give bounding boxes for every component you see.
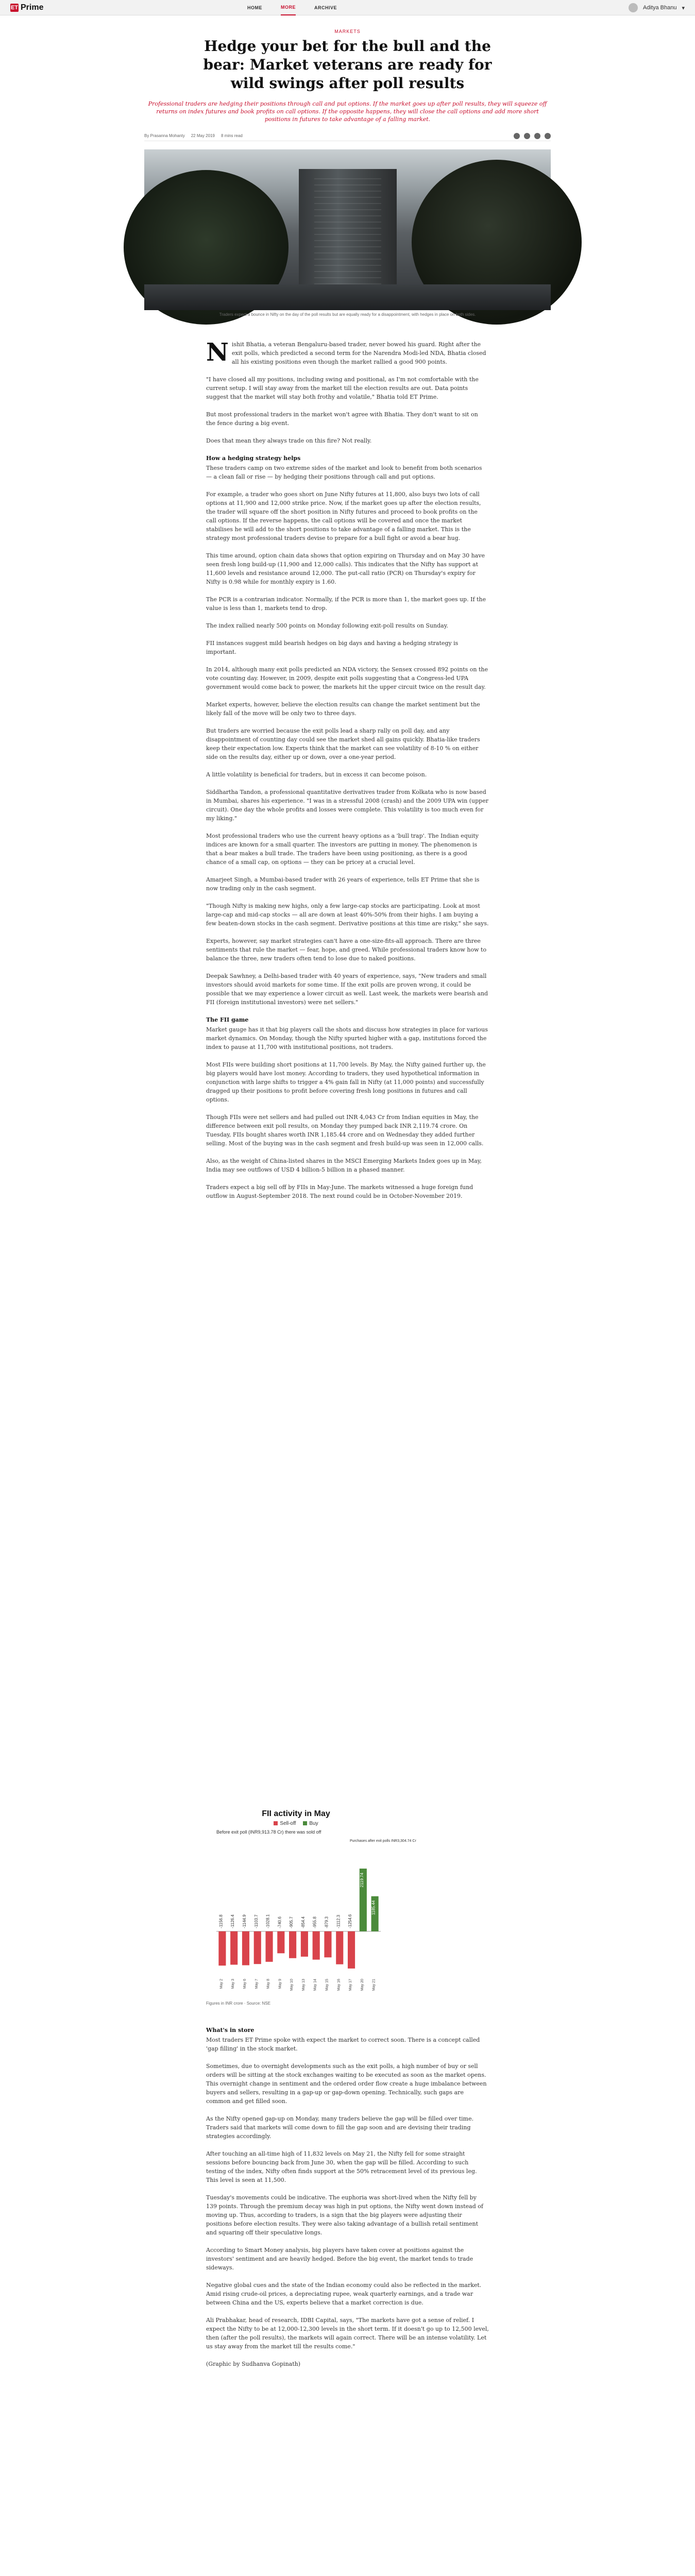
paragraph [206,972,489,1007]
paragraph [206,2281,489,2307]
chart-value-label: 1185.44 [371,1900,376,1915]
paragraph [206,2062,489,2106]
paragraph-text: As the Nifty opened gap-up on Monday, many traders believe the gap will be filled over time. Traders said that markets will come down to fill the gap soon and are devising their trading strategies accordingly. [206,2115,474,2140]
author[interactable]: By Prasanna Mohanty [144,133,185,138]
paragraph-text: Market experts, however, believe the election results can change the market sentiment but the likely fall of the move will be only two to three days. [206,701,480,717]
chart-title: FII activity in May [262,1809,330,1818]
chart-bar [324,1931,331,1958]
paragraph [206,340,489,366]
chart-tick-label: May 13 [301,1979,306,1991]
paragraph-text: But traders are worried because the exit polls lead a sharp rally on poll day, and any disappointment of counting day could see the market shed all gains quickly. Bhatia-like traders keep their expectation low. Experts think that the market can see volatility of 8-10 % on either side on the results day, either up or down, over a one-year period. [206,727,480,760]
paragraph [206,436,489,445]
paragraph [206,2360,489,2368]
user-name[interactable]: Aditya Bhanu [643,5,677,11]
chart-tick-label: May 10 [290,1979,294,1991]
bookmark-icon[interactable] [545,133,551,139]
chart-tick-label: May 20 [360,1979,364,1991]
paragraph [206,726,489,761]
chart-tick-label: May 2 [219,1979,224,1989]
paragraph [206,1183,489,1200]
paragraph-text: Ali Prabhakar, head of research, IDBI Capital, says, "The markets have got a sense of relief. I expect the Nifty to be at 12,000-12,300 levels in the short term. If it doesn't go up to 12,500 level, then (after the poll results), the markets will again correct. There will be an intense volatility. Let us stay away from the market till the results come." [206,2317,489,2350]
paragraph [206,2316,489,2351]
chart-value-label: -1112.3 [336,1914,341,1928]
logo-mark: ET [10,5,19,11]
hero-caption: Traders expect a bounce in Nifty on the day of the poll results but are equally ready for a disappointment, with hedges in place on both sides. [219,312,476,317]
chart-value-label: -1028.1 [265,1914,270,1928]
paragraph [206,2036,489,2053]
paragraph [206,2114,489,2141]
chart-bar [277,1931,284,1954]
paragraph-text: Tuesday's movements could be indicative. The euphoria was short-lived when the Nifty fell by 139 points. Through the premium decay was high in put options, the Nifty went down instead of moving up. Thus, according to traders, is a sign that the big players were adjusting their positions before election results. They were also taking advantage of a bullish retail sentiment and squaring off their speculative longs. [206,2194,483,2236]
street-shape [144,284,551,310]
et-prime-logo[interactable] [10,3,43,12]
paragraph-text: (Graphic by Sudhanva Gopinath) [206,2361,301,2367]
article-body-bottom [206,2026,489,2377]
article-body-top [206,340,489,1209]
paragraph [206,832,489,867]
chart-tick-label: May 15 [325,1979,329,1991]
paragraph [206,639,489,656]
paragraph-text: This time around, option chain data shows that option expiring on Thursday and on May 30 have seen fresh long build-up (11,900 and 12,000 calls). This indicates that the Nifty has support at 11,600 levels and resistance around 12,000. The put-call ratio (PCR) on Thursday's expiry for Nifty is 0.98 while for monthly expiry is 1.60. [206,552,485,585]
chart-bar [230,1931,238,1965]
paragraph-text: For example, a trader who goes short on June Nifty futures at 11,800, also buys two lots of call options at 11,900 and 12,000 strike price. Now, if the market goes up after the election results, the trader will square off the short position in Nifty futures and proceed to book profits on the call options. If the reverse happens, the call options will be covered and once the market stabilises he will add to the short positions to take advantage of a falling market. This is the strategy most professional traders devise to prepare for a bull fight or avoid a bear hug. [206,491,481,541]
chart-legend [206,1821,386,1826]
chart-bar [336,1931,343,1964]
chart-bar [265,1931,273,1962]
paragraph-text: Also, as the weight of China-listed shares in the MSCI Emerging Markets Index goes up in May, India may see outflows of USD 4 billion-5 billion in a phased manner. [206,1158,482,1173]
paragraph-text: Most FIIs were building short positions at 11,700 levels. By May, the Nifty gained further up, the big players would have lost money. According to traders, they used hypothetical information in conjunction with large shifts to trigger a 4% gain fall in Nifty (at 11,000 points) and successfully dragged up their positions to profit before covering fresh long positions in futures and call options. [206,1061,486,1103]
paragraph-text: These traders camp on two extreme sides of the market and look to benefit from both scenarios — a clean fall or rise — by hedging their positions through call and put options. [206,465,482,480]
article-summary: Professional traders are hedging their positions through call and put options. If the market goes up after poll results, they will squeeze off returns on index futures and book profits on call options. If the opposite happens, they will close the call options and add more short positions in futures to take advantage of a falling market. [148,100,547,123]
chart-bar [301,1931,308,1957]
paragraph-text: Sometimes, due to overnight developments such as the exit polls, a high number of buy or sell orders will be sitting at the stock exchanges waiting to be executed as soon as the market opens. This overnight change in sentiment and the ordered order flow create a huge imbalance between buyers and sellers, resulting in a gap-up or gap-down opening. Technically, such gaps are common and get filled soon. [206,2063,487,2105]
paragraph-text: "I have closed all my positions, including swing and positional, as I'm not comfortable with the current setup. I will stay away from the market till the election results are out. Data points suggest that the market will stay both frothy and volatile," Bhatia told ET Prime. [206,376,479,400]
paragraph-text: Experts, however, say market strategies can't have a one-size-fits-all approach. There are three sentiments that rule the market — fear, hope, and greed. While professional traders know how to balance the three, new traders often tend to lose due to naked positions. [206,938,487,962]
nav-more[interactable]: MORE [281,0,296,15]
read-time: 8 mins read [221,133,243,138]
article-meta [144,131,551,141]
main-nav [247,0,337,15]
chart-value-label: 2119.74 [359,1872,364,1888]
legend-buy: Buy [303,1821,318,1826]
paragraph-text: ishit Bhatia, a veteran Bengaluru-based trader, never bowed his guard. Right after the exit polls, which predicted a second term for the Narendra Modi-led NDA, Bhatia closed all his existing positions even though the market rallied a good 900 points. [231,341,486,365]
paragraph-text: According to Smart Money analysis, big players have taken cover at positions against the investors' sentiment and are heavily hedged. Before the big event, the market tends to trade sideways. [206,2247,473,2271]
nav-archive[interactable]: ARCHIVE [314,5,337,10]
chart-annotation: Purchases after exit polls INR3,304.74 Cr [350,1839,416,1843]
chart-bar [218,1931,226,1965]
paragraph [206,2149,489,2184]
paragraph [206,2246,489,2272]
twitter-icon[interactable] [524,133,530,139]
article-kicker[interactable]: MARKETS [334,29,361,34]
paragraph [206,788,489,823]
chart-value-label: -1144.9 [242,1914,247,1928]
paragraph-text: "Though Nifty is making new highs, only a few large-cap stocks are participating. Look at most large-cap and mid-cap stocks — all are down at least 40%-50% from their highs. I am buying a few beaten-down stocks in the cash segment. Derivative positions at this time are risky," she says. [206,903,489,927]
chart-tick-label: May 16 [337,1979,341,1991]
user-area[interactable] [629,3,685,12]
chart-plot [206,1826,416,1996]
article-title: Hedge your bet for the bull and the bear: Market veterans are ready for wild swings after poll results [203,38,492,92]
chart-value-label: -1254.6 [348,1914,353,1928]
chart-value-label: -905.7 [289,1917,294,1928]
fii-chart [206,1808,416,2007]
chart-tick-label: May 8 [266,1979,270,1989]
chart-value-label: -1103.7 [253,1914,259,1928]
paragraph [206,490,489,543]
paragraph-text: Traders expect a big sell off by FIIs in May-June. The markets witnessed a huge foreign fund outflow in August-September 2018. The next round could be in October-November 2019. [206,1184,473,1199]
section-heading: The FII game [206,1016,249,1023]
chart-value-label: -1156.8 [218,1914,224,1928]
paragraph [206,2193,489,2237]
paragraph-text: The index rallied nearly 500 points on Monday following exit-poll results on Sunday. [206,622,448,629]
paragraph-text: Amarjeet Singh, a Mumbai-based trader with 26 years of experience, tells ET Prime that she is now trading only in the cash segment. [206,876,480,892]
chart-tick-label: May 7 [255,1979,259,1989]
paragraph [206,621,489,630]
paragraph [206,937,489,963]
paragraph [206,1113,489,1148]
logo-text: Prime [21,3,44,12]
paragraph [206,410,489,428]
paragraph [206,1060,489,1104]
paragraph-text: Deepak Sawhney, a Delhi-based trader with 40 years of experience, says, "New traders and small investors should avoid markets for some time. If the exit polls are proven wrong, it could be possible that we may experience a lower circuit as well. Last week, the markets were bearish and FII (foreign institutional investors) were net sellers." [206,973,488,1006]
avatar[interactable] [629,3,638,12]
drop-cap: N [206,338,229,367]
paragraph [206,902,489,928]
share-buttons [514,133,551,139]
legend-sell: Sell-off [274,1821,296,1826]
paragraph-text: Market gauge has it that big players call the shots and discuss how strategies in place for various market dynamics. On Monday, though the Nifty spurted higher with a gap, institutions forced the index to pause at 11,700 with institutional positions, not traders. [206,1026,488,1050]
paragraph [206,665,489,691]
chart-subtitle: Before exit poll (INR9,913.78 Cr) there was sold off [216,1829,321,1835]
section-heading: How a hedging strategy helps [206,455,301,462]
hero-image [144,149,551,310]
paragraph-text: The PCR is a contrarian indicator. Normally, if the PCR is more than 1, the market goes up. If the value is less than 1, markets tend to drop. [206,596,486,612]
chart-value-label: -740.6 [277,1917,282,1928]
chart-value-label: -1126.4 [230,1914,235,1928]
paragraph [206,770,489,779]
paragraph-text: FII instances suggest mild bearish hedges on big days and having a hedging strategy is important. [206,640,459,655]
chart-tick-label: May 3 [231,1979,235,1989]
chart-source: Figures in INR crore · Source: NSE [206,2001,270,2006]
chart-value-label: -879.3 [324,1917,329,1928]
chart-tick-label: May 17 [349,1979,353,1991]
paragraph-text: But most professional traders in the market won't agree with Bhatia. They don't want to sit on the fence during a big event. [206,411,478,427]
paragraph-text: Does that mean they always trade on this fire? Not really. [206,437,372,444]
paragraph [206,700,489,718]
paragraph [206,464,489,481]
paragraph-text: Most professional traders who use the current heavy options as a 'bull trap'. The Indian equity indices are known for a small quarter. The investors are putting in money. The phenomenon is that a bear makes a bull trade. The traders have been using positioning, as there is a good chance of a small cap, on options — they can be pricey at a crucial level. [206,833,479,866]
paragraph [206,875,489,893]
paragraph [206,375,489,401]
chart-bar [242,1931,249,1965]
chart-tick-label: May 9 [278,1979,282,1989]
paragraph [206,595,489,613]
paragraph-text: Negative global cues and the state of the Indian economy could also be reflected in the market. Amid rising crude-oil prices, a depreciating rupee, weak quarterly earnings, and a trade war between China and the US, experts believe that a market correction is due. [206,2282,482,2306]
paragraph-text: Siddhartha Tandon, a professional quantitative derivatives trader from Kolkata who is now based in Mumbai, shares his experience. "I was in a stressful 2008 (crash) and the 2009 UPA win (upper circuit). One day the whole profits and losses were complete. This volatility is too much even for my liking." [206,789,488,822]
chart-bar [313,1931,320,1960]
facebook-icon[interactable] [514,133,520,139]
chart-value-label: -955.8 [312,1917,317,1928]
paragraph-text: Though FIIs were net sellers and had pulled out INR 4,043 Cr from Indian equities in May, the difference between exit poll results, on Monday they pumped back INR 2,119.74 crore. On Tuesday, FIIs bought shares worth INR 1,185.44 crore and on Wednesday they added further selling. Most of the buying was in the cash segment and fresh build-up was seen in 12,000 calls. [206,1114,484,1147]
chart-bar [254,1931,261,1964]
chart-bar [289,1931,296,1958]
paragraph-text: Most traders ET Prime spoke with expect the market to correct soon. There is a concept called 'gap filling' in the stock market. [206,2037,480,2052]
paragraph [206,551,489,586]
paragraph [206,1025,489,1052]
paragraph [206,1157,489,1174]
chart-tick-label: May 6 [243,1979,247,1989]
nav-home[interactable]: HOME [247,5,262,10]
paragraph-text: A little volatility is beneficial for traders, but in excess it can become poison. [206,771,427,778]
section-heading: What's in store [206,2027,255,2033]
chevron-down-icon[interactable]: ▾ [682,5,685,11]
chart-tick-label: May 21 [372,1979,376,1991]
chart-value-label: -854.4 [300,1917,306,1928]
publish-date: 22 May 2019 [191,133,215,138]
top-bar [0,0,695,15]
chart-tick-label: May 14 [313,1979,317,1991]
chart-bar [348,1931,355,1969]
paragraph-text: After touching an all-time high of 11,832 levels on May 21, the Nifty fell for some straight sessions before bouncing back from June 30, when the gap will be filled. According to such testing of the index, Nifty often finds support at the 50% retracement level of its previous leg. This level is seen at 11,500. [206,2150,477,2183]
paragraph-text: In 2014, although many exit polls predicted an NDA victory, the Sensex crossed 892 points on the vote counting day. However, in 2009, despite exit polls suggesting that a Congress-led UPA government would come back to power, the markets hit the upper circuit twice on the result day. [206,666,488,690]
linkedin-icon[interactable] [534,133,540,139]
